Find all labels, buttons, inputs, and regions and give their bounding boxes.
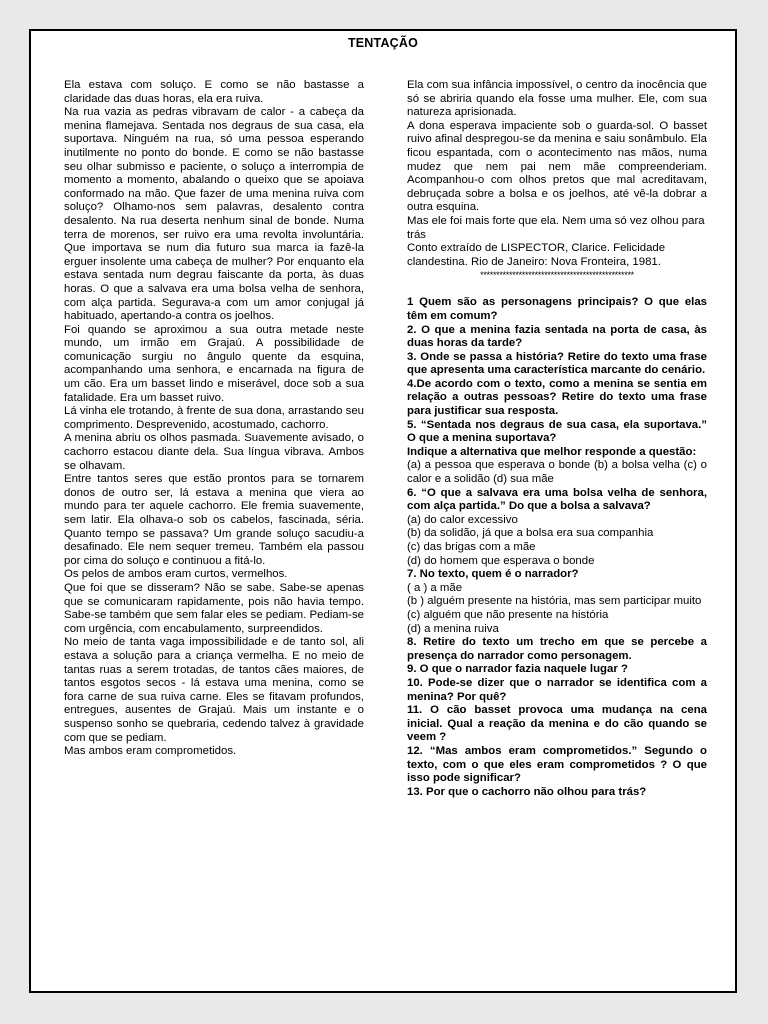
question: 4.De acordo com o texto, como a menina se sentia em relação a outras pessoas? Retire do texto uma frase para justificar sua resposta. [407, 377, 707, 418]
question: 6. “O que a salvava era uma bolsa velha de senhora, com alça partida.” Do que a bolsa a salvava? [407, 486, 707, 513]
story-paragraph: No meio de tanta vaga impossibilidade e de tanto sol, ali estava a solução para a criança vermelha. E no meio de tantas ruas a serem trotadas, de tantos cães maiores, de tantos esgotos secos - lá estava uma menina, como se fora carne de sua ruiva carne. Eles se fitavam profundos, entregues, ausentes de Grajaú. Mais um instante e o suspenso sonho se quebraria, cedendo talvez à gravidade com que se pediam. [64, 636, 364, 744]
story-paragraph: Lá vinha ele trotando, à frente de sua dona, arrastando seu comprimento. Desprevenido, acostumado, cachorro. [64, 405, 364, 431]
story-paragraph: Na rua vazia as pedras vibravam de calor - a cabeça da menina flamejava. Sentada nos degraus de sua casa, ela suportava. Ninguém na rua, só uma pessoa esperando inutilmente no ponto do bonde. E como se não bastasse seu olhar submisso e paciente, o soluço a interrompia de momento a momento, abalando o queixo que se apoiava conformado na mão. Que fazer de uma menina ruiva com soluço? Olhamo-nos sem palavras, desalento contra desalento. Na rua deserta nenhum sinal de bonde. Numa terra de morenos, ser ruivo era uma revolta involuntária. Que importava se num dia futuro sua marca ia fazê-la erguer insolente uma cabeça de mulher? Por enquanto ela estava sentada num degrau faiscante da porta, às duas horas. O que a salvava era uma bolsa velha de senhora, com alça partida. Segurava-a com um amor conjugal já habituado, apertando-a contra os joelhos. [64, 106, 364, 323]
answer-option: (a) do calor excessivo [407, 513, 518, 526]
story-paragraph: Entre tantos seres que estão prontos para se tornarem donos de outro ser, lá estava a menina que viera ao mundo para ter aquele cachorro. Ele fremia suavemente, sem latir. Ela olhava-o sob os cabelos, fascinada, séria. Quanto tempo se passava? Um grande soluço sacudiu-a desafinado. Ele nem sequer tremeu. Também ela passou por cima do soluço e continuou a fitá-lo. [64, 473, 364, 567]
story-paragraph: Ela com sua infância impossível, o centro da inocência que só se abriria quando ela fosse uma mulher. Ele, com sua natureza aprisionada. [407, 79, 707, 119]
answer-option: (c) alguém que não presente na história [407, 608, 609, 621]
question: 2. O que a menina fazia sentada na porta de casa, às duas horas da tarde? [407, 323, 707, 350]
question: 5. “Sentada nos degraus de sua casa, ela suportava.” O que a menina suportava? [407, 418, 707, 445]
story-paragraph: Ela estava com soluço. E como se não bastasse a claridade das duas horas, ela era ruiva. [64, 79, 364, 105]
answer-option: ( a ) a mãe [407, 581, 463, 594]
story-column-left [64, 79, 364, 759]
question: 7. No texto, quem é o narrador? [407, 568, 579, 581]
story-paragraph: Mas ambos eram comprometidos. [64, 745, 237, 758]
question: 13. Por que o cachorro não olhou para trás? [407, 785, 647, 798]
story-paragraph: Foi quando se aproximou a sua outra metade neste mundo, um irmão em Grajaú. A possibilidade de comunicação surgiu no ângulo quente da esquina, acompanhando uma senhora, e encarnada na figura de um cão. Era um basset lindo e miserável, doce sob a sua fatalidade. Era um basset ruivo. [64, 323, 364, 404]
page-title: TENTAÇÃO [347, 36, 419, 50]
answer-option: (a) a pessoa que esperava o bonde (b) a bolsa velha (c) o calor e a solidão (d) sua mãe [407, 459, 707, 486]
question: 8. Retire do texto um trecho em que se percebe a presença do narrador como personagem. [407, 636, 707, 662]
story-column-right [407, 79, 707, 799]
question: 12. “Mas ambos eram comprometidos.” Segundo o texto, com o que eles eram comprometidos ? O que isso pode significar? [407, 744, 707, 785]
question: 1 Quem são as personagens principais? O que elas têm em comum? [407, 296, 707, 322]
answer-option: (d) do homem que esperava o bonde [407, 554, 595, 567]
source-citation: Conto extraído de LISPECTOR, Clarice. Felicidade clandestina. Rio de Janeiro: Nova Fronteira, 1981. [407, 242, 666, 268]
question: 11. O cão basset provoca uma mudança na cena inicial. Qual a reação da menina e do cão quando se veem ? [407, 704, 707, 744]
story-paragraph: A dona esperava impaciente sob o guarda-sol. O basset ruivo afinal despregou-se da menina e saiu sonâmbulo. Ela ficou espantada, com o acontecimento nas mãos, numa mudez que nem pai nem mãe compreenderiam. Acompanhou-o com olhos pretos que mal acreditavam, debruçada sobre a bolsa e os joelhos, até vê-la dobrar a outra esquina. [407, 119, 707, 214]
answer-option: (b) da solidão, já que a bolsa era sua companhia [407, 527, 654, 540]
story-paragraph: Os pelos de ambos eram curtos, vermelhos. [64, 568, 288, 581]
question: 9. O que o narrador fazia naquele lugar ? [407, 663, 628, 676]
worksheet-page [29, 29, 737, 993]
question: Indique a alternativa que melhor responde a questão: [407, 445, 697, 458]
questions-section [407, 296, 707, 799]
story-paragraph: Mas ele foi mais forte que ela. Nem uma só vez olhou para trás [407, 214, 705, 241]
question: 10. Pode-se dizer que o narrador se identifica com a menina? Por quê? [407, 676, 707, 703]
answer-option: (c) das brigas com a mãe [407, 541, 536, 553]
answer-option: (b ) alguém presente na história, mas sem participar muito [407, 595, 702, 608]
answer-option: (d) a menina ruiva [407, 622, 499, 635]
divider-stars: ************************************************ [480, 270, 634, 281]
question: 3. Onde se passa a história? Retire do texto uma frase que apresenta uma característica marcante do cenário. [407, 350, 707, 377]
story-paragraph: A menina abriu os olhos pasmada. Suavemente avisado, o cachorro estacou diante dela. Sua língua vibrava. Ambos se olhavam. [64, 432, 364, 472]
story-paragraph: Que foi que se disseram? Não se sabe. Sabe-se apenas que se comunicaram rapidamente, pois não havia tempo. Sabe-se também que sem falar eles se pediam. Pediam-se com urgência, com encabulamento, surpreendidos. [64, 581, 364, 635]
